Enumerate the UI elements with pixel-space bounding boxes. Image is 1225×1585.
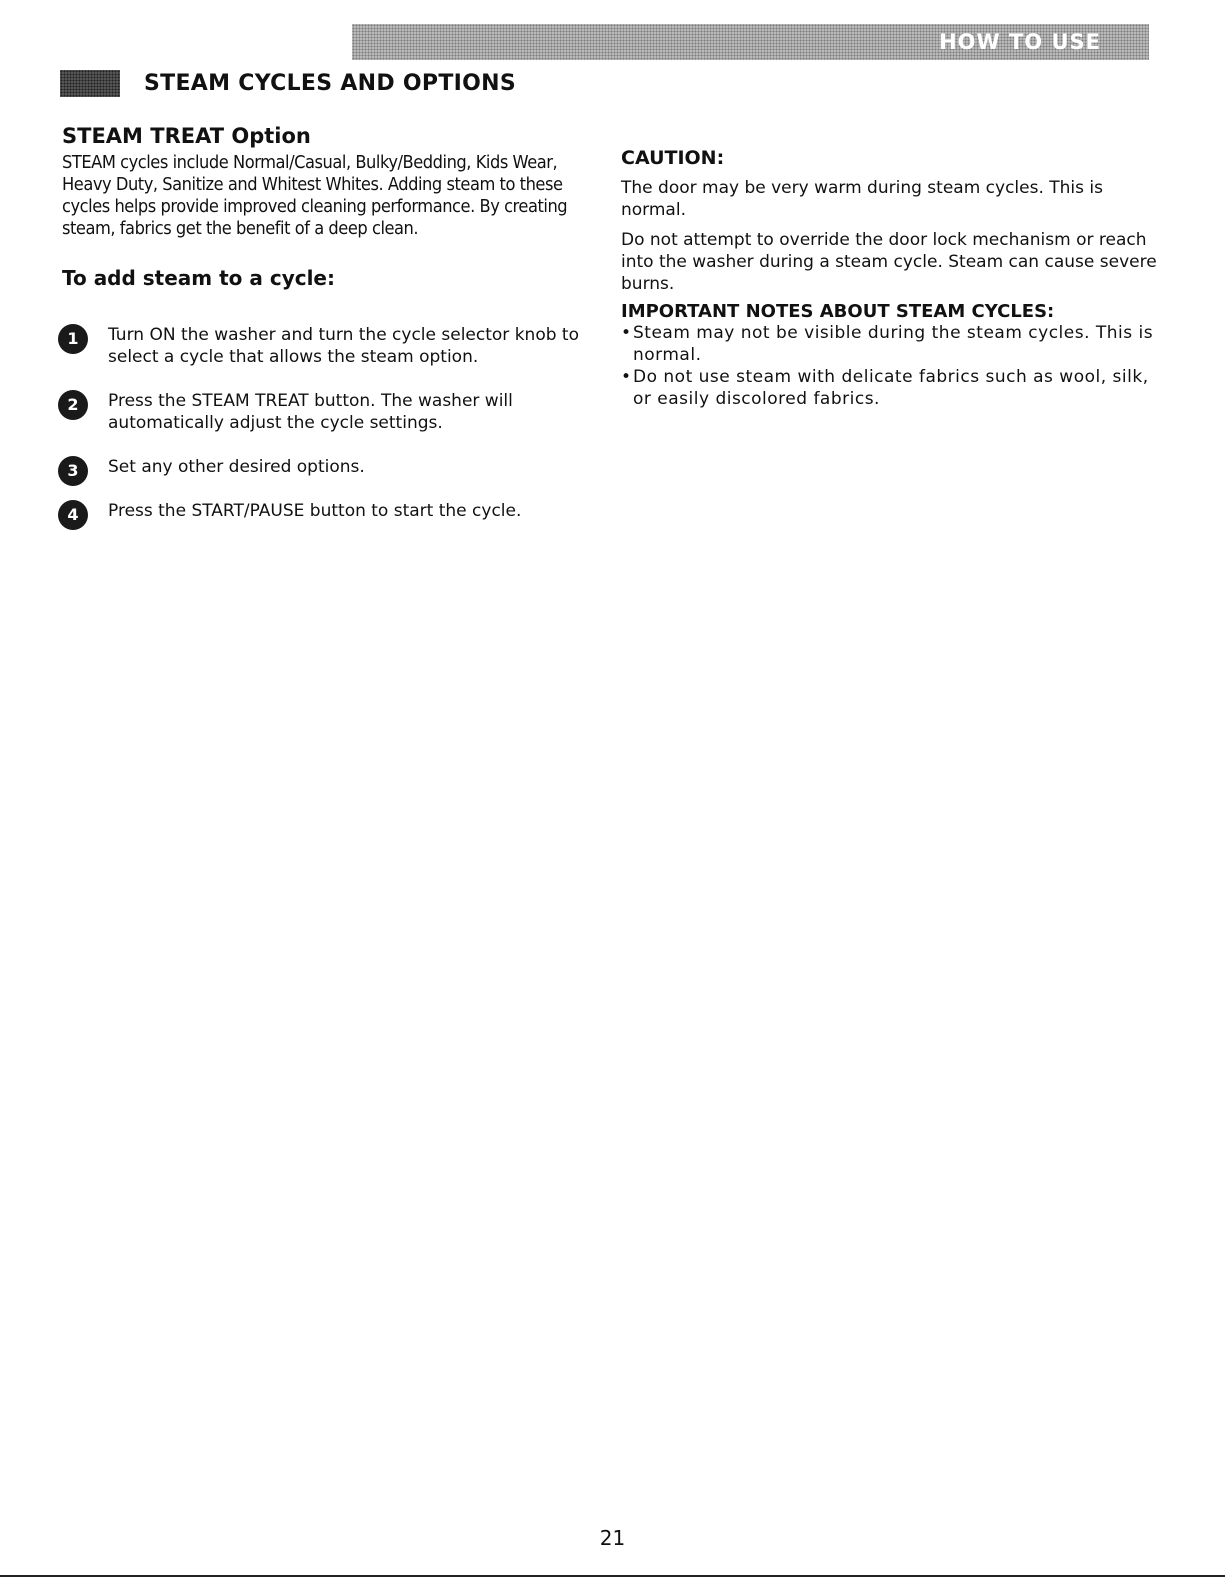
section-header — [60, 68, 516, 98]
note-item — [621, 322, 1161, 366]
section-title: STEAM CYCLES AND OPTIONS — [144, 70, 516, 96]
how-to-use-banner — [352, 24, 1149, 60]
section-marker — [60, 70, 120, 97]
notes-list — [621, 322, 1161, 410]
step-item — [62, 500, 592, 522]
intro-paragraph: STEAM cycles include Normal/Casual, Bulky/Bedding, Kids Wear, Heavy Duty, Sanitize and Whitest Whites. Adding steam to these cycles helps provide improved cleaning performance. By creating steam, fabrics get the benefit of a deep clean. — [62, 153, 568, 239]
caution-heading: CAUTION: — [621, 147, 725, 169]
step-item — [62, 390, 592, 434]
step-text: Turn ON the washer and turn the cycle selector knob to select a cycle that allows the steam option. — [108, 325, 579, 367]
step-item — [62, 324, 592, 368]
left-column — [62, 124, 592, 522]
option-heading: STEAM TREAT Option — [62, 124, 311, 148]
right-column — [621, 147, 1161, 410]
bullet-glyph: • — [621, 367, 632, 387]
note-text: Steam may not be visible during the steam cycles. This is normal. — [633, 323, 1154, 365]
step-number-4: 4 — [58, 500, 88, 530]
steps-list — [62, 324, 592, 522]
add-steam-heading: To add steam to a cycle: — [62, 266, 335, 290]
notes-heading: IMPORTANT NOTES ABOUT STEAM CYCLES: — [621, 301, 1055, 322]
bullet-glyph: • — [621, 323, 632, 343]
note-item — [621, 366, 1161, 410]
step-number-3: 3 — [58, 456, 88, 486]
caution-paragraph-2: Do not attempt to override the door lock mechanism or reach into the washer during a steam cycle. Steam can cause severe burns. — [621, 230, 1157, 294]
caution-paragraph-1: The door may be very warm during steam cycles. This is normal. — [621, 178, 1103, 220]
footer-rule — [0, 1575, 1225, 1577]
step-text: Press the START/PAUSE button to start the cycle. — [108, 501, 522, 521]
step-item — [62, 456, 592, 478]
step-text: Press the STEAM TREAT button. The washer will automatically adjust the cycle settings. — [108, 391, 513, 433]
page-number: 21 — [599, 1526, 626, 1550]
step-text: Set any other desired options. — [108, 457, 365, 477]
step-number-1: 1 — [58, 324, 88, 354]
banner-label: HOW TO USE — [939, 30, 1101, 54]
step-number-2: 2 — [58, 390, 88, 420]
note-text: Do not use steam with delicate fabrics such as wool, silk, or easily discolored fabrics. — [633, 367, 1149, 409]
